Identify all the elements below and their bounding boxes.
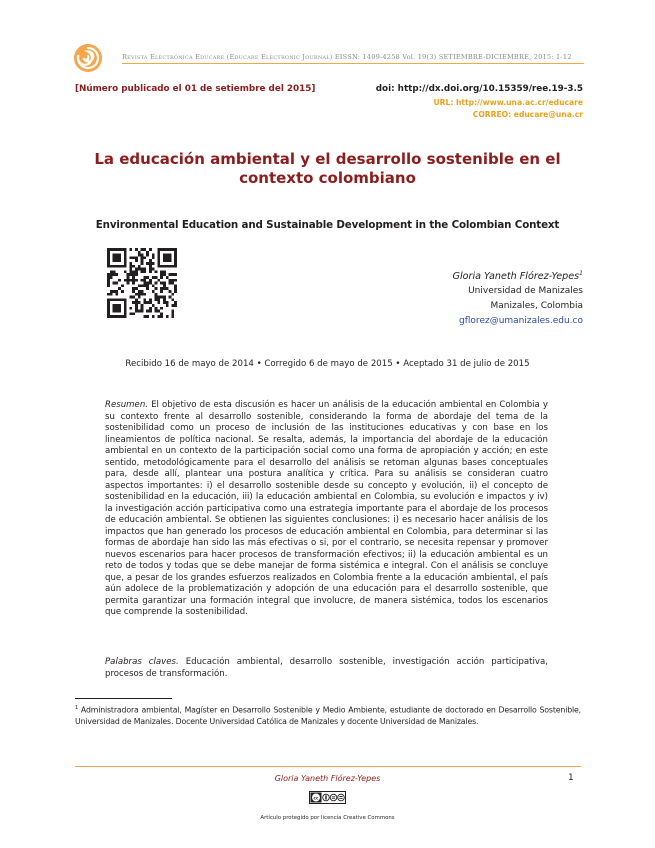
author-location: Manizales, Colombia: [490, 301, 583, 311]
journal-url-link[interactable]: URL: http://www.una.ac.cr/educare: [433, 98, 583, 107]
footnote: [75, 703, 581, 727]
abstract-label: Resumen.: [105, 400, 149, 410]
footer-author: Gloria Yaneth Flórez-Yepes: [274, 774, 381, 783]
article-title-english: Environmental Education and Sustainable Development in the Colombian Context: [95, 219, 560, 231]
issn-info: EISSN: 1409-4258 Vol. 19(3) SETIEMBRE-DICIEMBRE, 2015: 1-12: [334, 53, 572, 61]
page-number: 1: [568, 773, 574, 783]
keywords-text: Educación ambiental, desarrollo sostenible, investigación acción participativa, procesos de transformación.: [105, 657, 548, 679]
abstract-text: El objetivo de esta discusión es hacer un análisis de la educación ambiental en Colombia y su contexto frente al desarrollo sostenible, considerando la forma de abordaje del tema de la sostenibilidad como un proceso de inclusión de las instituciones educativas y con base en los lineamientos de política nacional. Se resalta, además, la importancia del abordaje de la educación ambiental en un contexto de la participación social como una forma de apropiación y acción; en este sentido, metodológicamente para el desarrollo del análisis se retoman algunas bases conceptuales para, desde allí, plantear una postura analítica y crítica. Para su análisis se consideran cuatro aspectos importantes: i) el desarrollo sostenible desde su concepto y evolución, ii) el concepto de sostenibilidad en la educación, iii) la educación ambiental en Colombia, su evolución e impactos y iv) la investigación acción participativa como una estrategia importante para el abordaje de los procesos de educación ambiental. Se obtienen las siguientes conclusiones: i) es necesario hacer análisis de los impactos que han generado los procesos de educación ambiental en Colombia, para determinar si las formas de abordaje han sido las más efectivas o si, por el contrario, se necesita repensar y promover nuevos escenarios para hacer procesos de transformación efectivos; ii) la educación ambiental es un reto de todos y todas que se debe manejar de forma sistémica e integral. Con el análisis se concluye que, a pesar de los grandes esfuerzos realizados en Colombia frente a la educación ambiental, el país aún adolece de la problematización y adopción de una educación para el desarrollo sostenible, que permita garantizar una formación integral que involucre, de manera sistémica, todos los escenarios que comprende la sostenibilidad.: [105, 400, 548, 617]
footnote-mark: 1: [75, 705, 79, 711]
author-footnote-mark: 1: [579, 270, 583, 277]
journal-name: Revista Electrónica Educare (Educare Electronic Journal): [122, 53, 333, 61]
license-notice: Artículo protegido por licencia Creative Commons: [260, 815, 395, 821]
abstract: [105, 400, 548, 619]
author-email-link[interactable]: gflorez@umanizales.edu.co: [459, 316, 583, 326]
journal-email-link[interactable]: CORREO: educare@una.cr: [472, 110, 583, 119]
author-university: Universidad de Manizales: [468, 286, 583, 296]
footer-divider: [75, 766, 581, 767]
header-divider: [122, 63, 584, 64]
creative-commons-badge-icon: [309, 791, 346, 804]
author-name-text: Gloria Yaneth Flórez-Yepes: [452, 271, 580, 283]
footnote-text: Administradora ambiental, Magíster en Desarrollo Sostenible y Medio Ambiente, estudiante de doctorado en Desarrollo Sostenible, Universidad de Manizales. Docente Universidad Católica de Manizales y docente Universidad de Manizales.: [75, 705, 581, 726]
footnote-divider: [75, 698, 172, 699]
keywords: [105, 657, 548, 680]
svg-text:cc: cc: [313, 795, 319, 801]
journal-header: [122, 53, 587, 61]
keywords-label: Palabras claves.: [105, 657, 179, 667]
journal-logo-icon: [73, 43, 103, 73]
article-title: La educación ambiental y el desarrollo sostenible en el contexto colombiano: [94, 150, 561, 187]
publication-date: [Número publicado el 01 de setiembre del 2015]: [75, 84, 316, 94]
author-name: [453, 270, 583, 282]
qr-code-icon: [107, 248, 177, 318]
doi-link[interactable]: doi: http://dx.doi.org/10.15359/ree.19-3.5: [375, 84, 583, 94]
submission-dates: Recibido 16 de mayo de 2014 • Corregido 6 de mayo de 2015 • Aceptado 31 de julio de 2015: [125, 359, 530, 369]
